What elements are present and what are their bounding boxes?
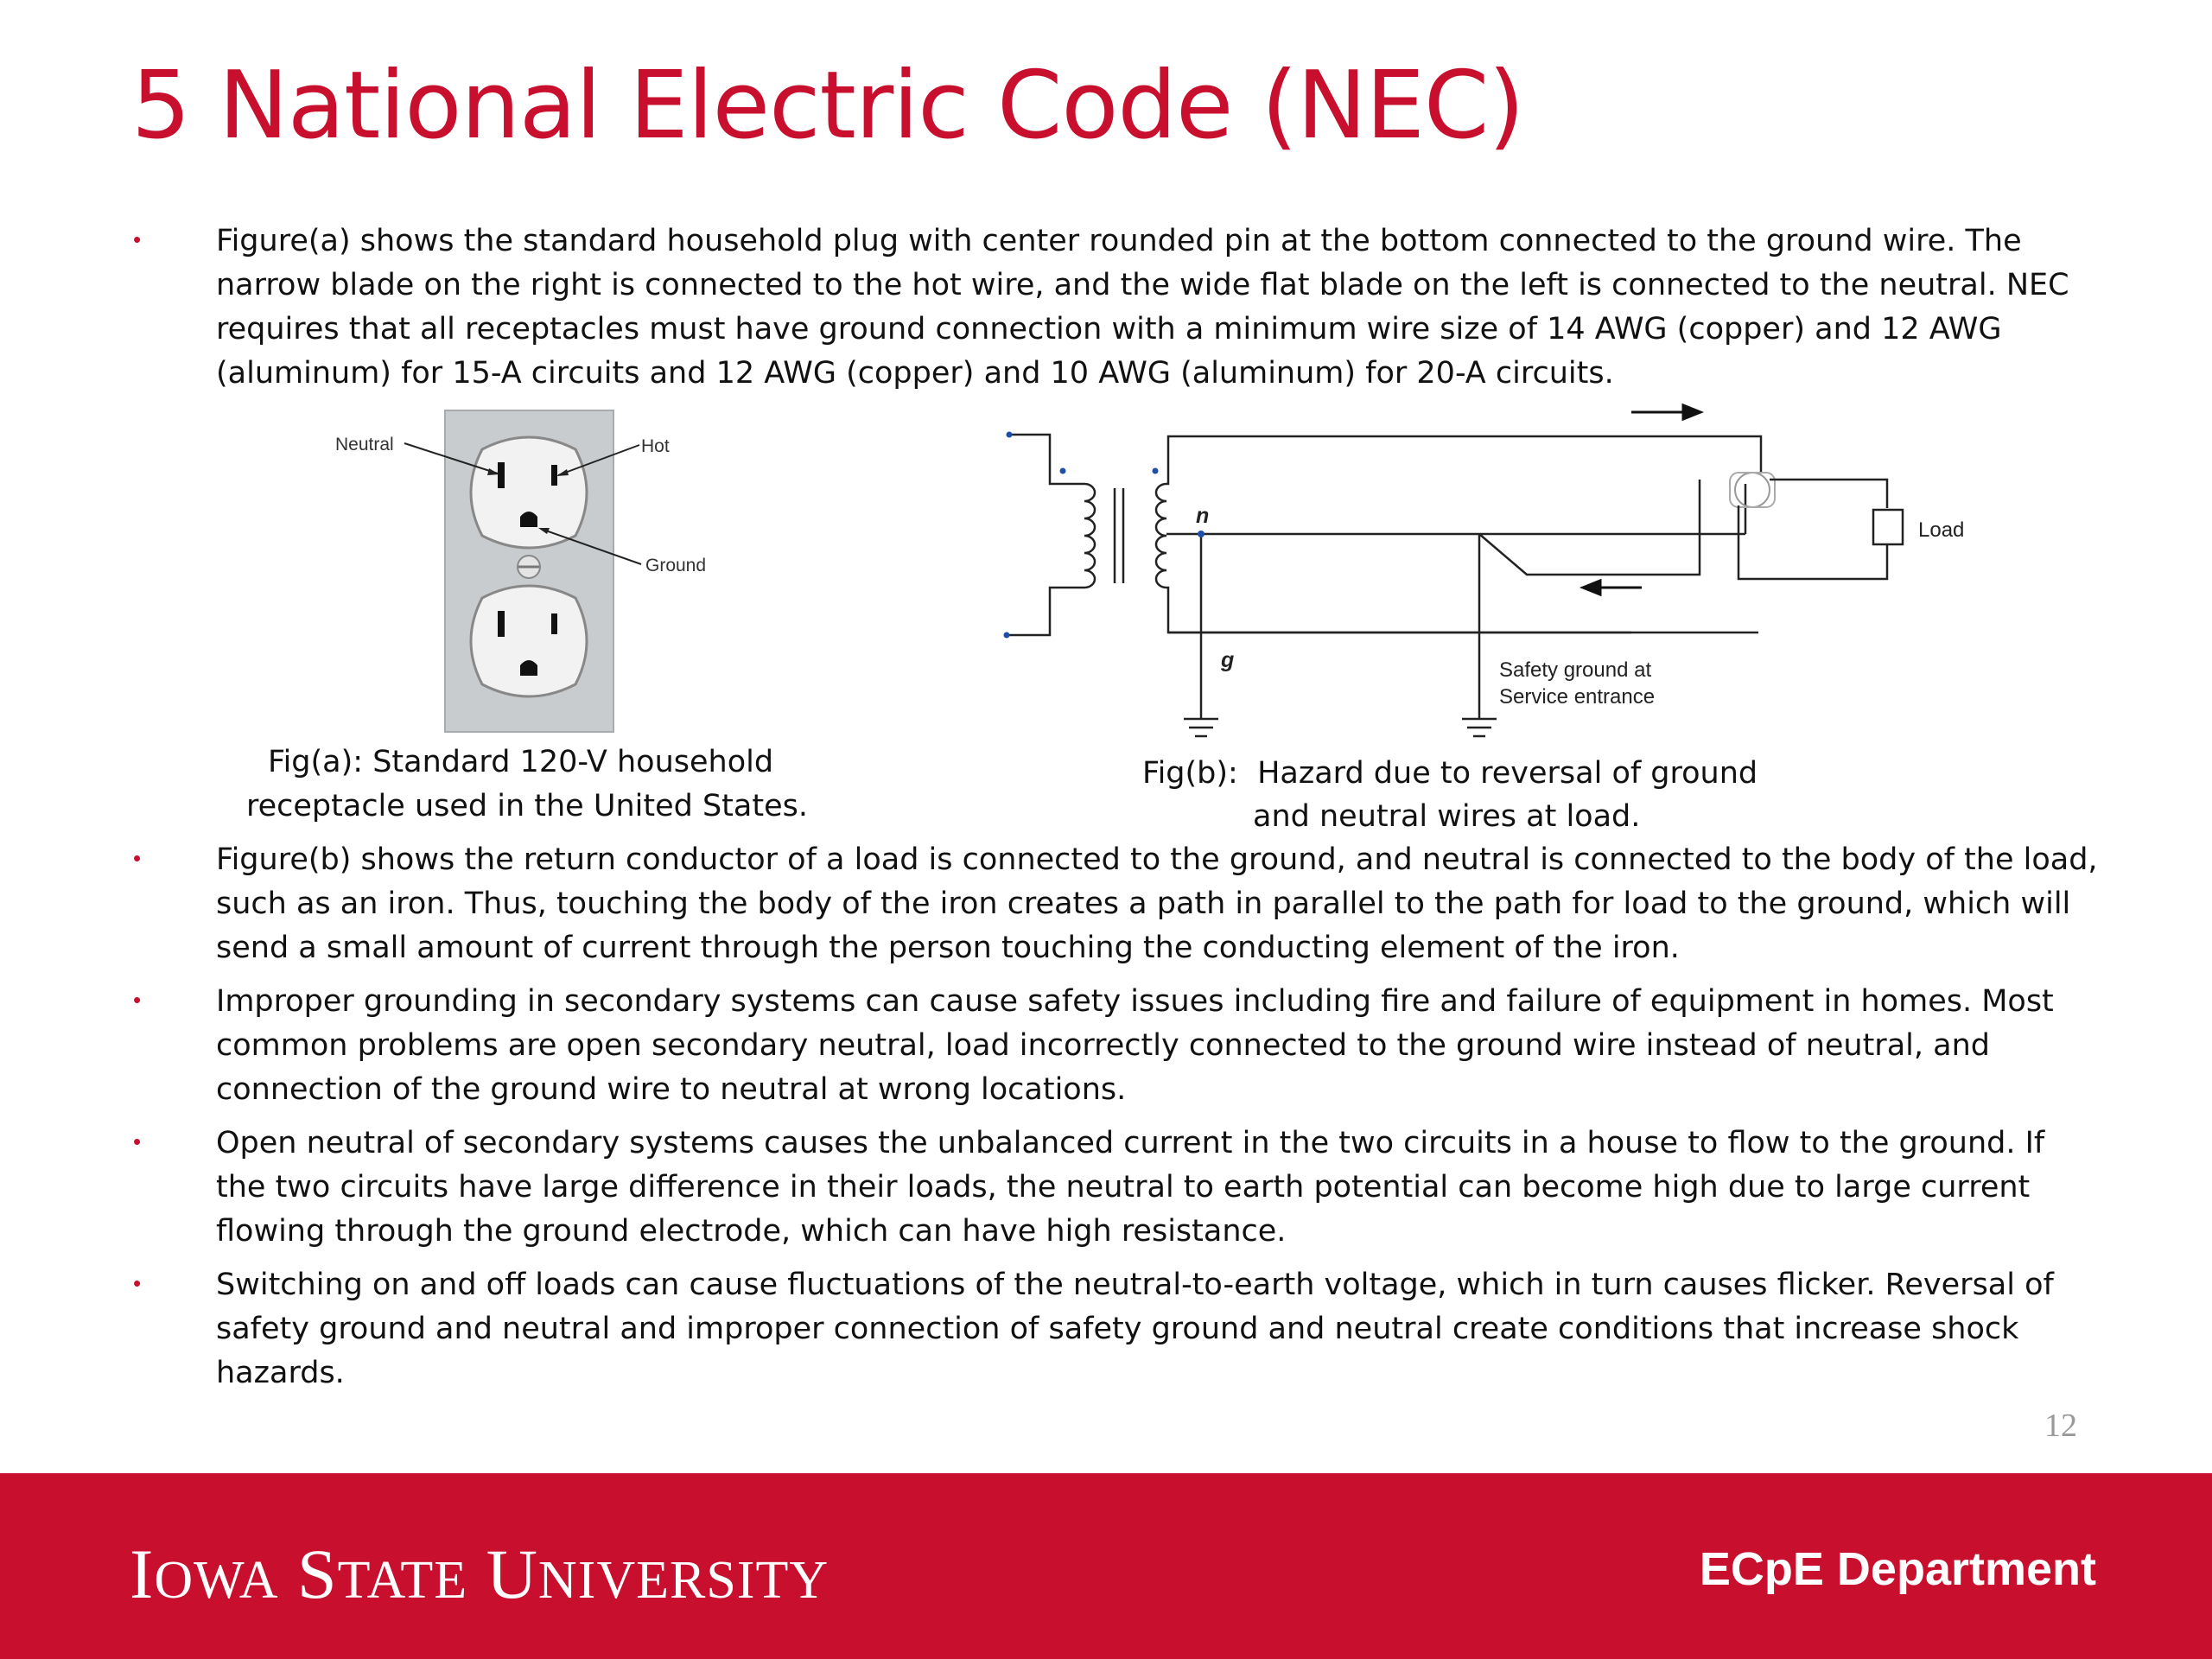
bullet-marker: • [133,1270,142,1296]
bullet-marker: • [133,1128,142,1154]
bullet-text: Figure(b) shows the return conductor of a load is connected to the ground, and neutral is connected to the body of the load, such as an iron. Thus, touching the body of the iron creates a path in parallel to the path for load to the ground, which will send a small amount of current through the person touching the conducting element of the iron. [216,842,2098,965]
bullet-marker: • [133,987,142,1013]
bullet-text: Switching on and off loads can cause fluctuations of the neutral-to-earth voltage, which in turn causes flicker. Reversal of safety ground and neutral and improper connection of safety ground and neutral create conditions that increase shock hazards. [216,1268,2054,1390]
bullet-marker: • [133,845,142,871]
fig-b-caption-line2: and neutral wires at load. [1253,799,1641,834]
label-hot: Hot [641,436,670,456]
bullet-text: Improper grounding in secondary systems can cause safety issues including fire and failure of equipment in homes. Most common problems are open secondary neutral, load incorrectly connected to the ground wire instead of neutral, and connection of the ground wire to neutral at wrong locations. [216,984,2054,1107]
slide-title: 5 National Electric Code (NEC) [131,52,1524,160]
bullet-text: Open neutral of secondary systems causes the unbalanced current in the two circuits in a house to flow to the ground. If the two circuits have large difference in their loads, the neutral to earth potential can become high due to large current flowing through the ground electrode, which can have high resistance. [216,1126,2045,1249]
department-label: ECpE Department [1699,1543,2096,1595]
bullet-marker: • [133,226,142,252]
fig-a-caption-line1: Fig(a): Standard 120-V household [268,745,774,779]
label-g: g [1221,648,1235,672]
label-n: n [1196,504,1210,528]
circuit-diagram [994,397,2005,752]
fig-b-caption-line1: Fig(b): Hazard due to reversal of ground [1142,756,1758,791]
university-wordmark: IOWA STATE UNIVERSITY [130,1535,830,1613]
page-number: 12 [2044,1408,2077,1444]
label-safety-ground-2: Service entrance [1499,685,1656,709]
fig-a-caption-line2: receptacle used in the United States. [246,789,808,823]
label-ground: Ground [645,556,707,575]
label-safety-ground-1: Safety ground at [1499,658,1652,682]
label-load: Load [1918,518,1965,542]
bullet-text: Figure(a) shows the standard household plug with center rounded pin at the bottom connected to the ground wire. The narrow blade on the right is connected to the hot wire, and the wide flat blade on the left is connected to the neutral. NEC requires that all receptacles must have ground connection with a minimum wire size of 14 AWG (copper) and 12 AWG (aluminum) for 15-A circuits and 12 AWG (copper) and 10 AWG (aluminum) for 20-A circuits. [216,224,2069,391]
label-neutral: Neutral [335,435,394,454]
